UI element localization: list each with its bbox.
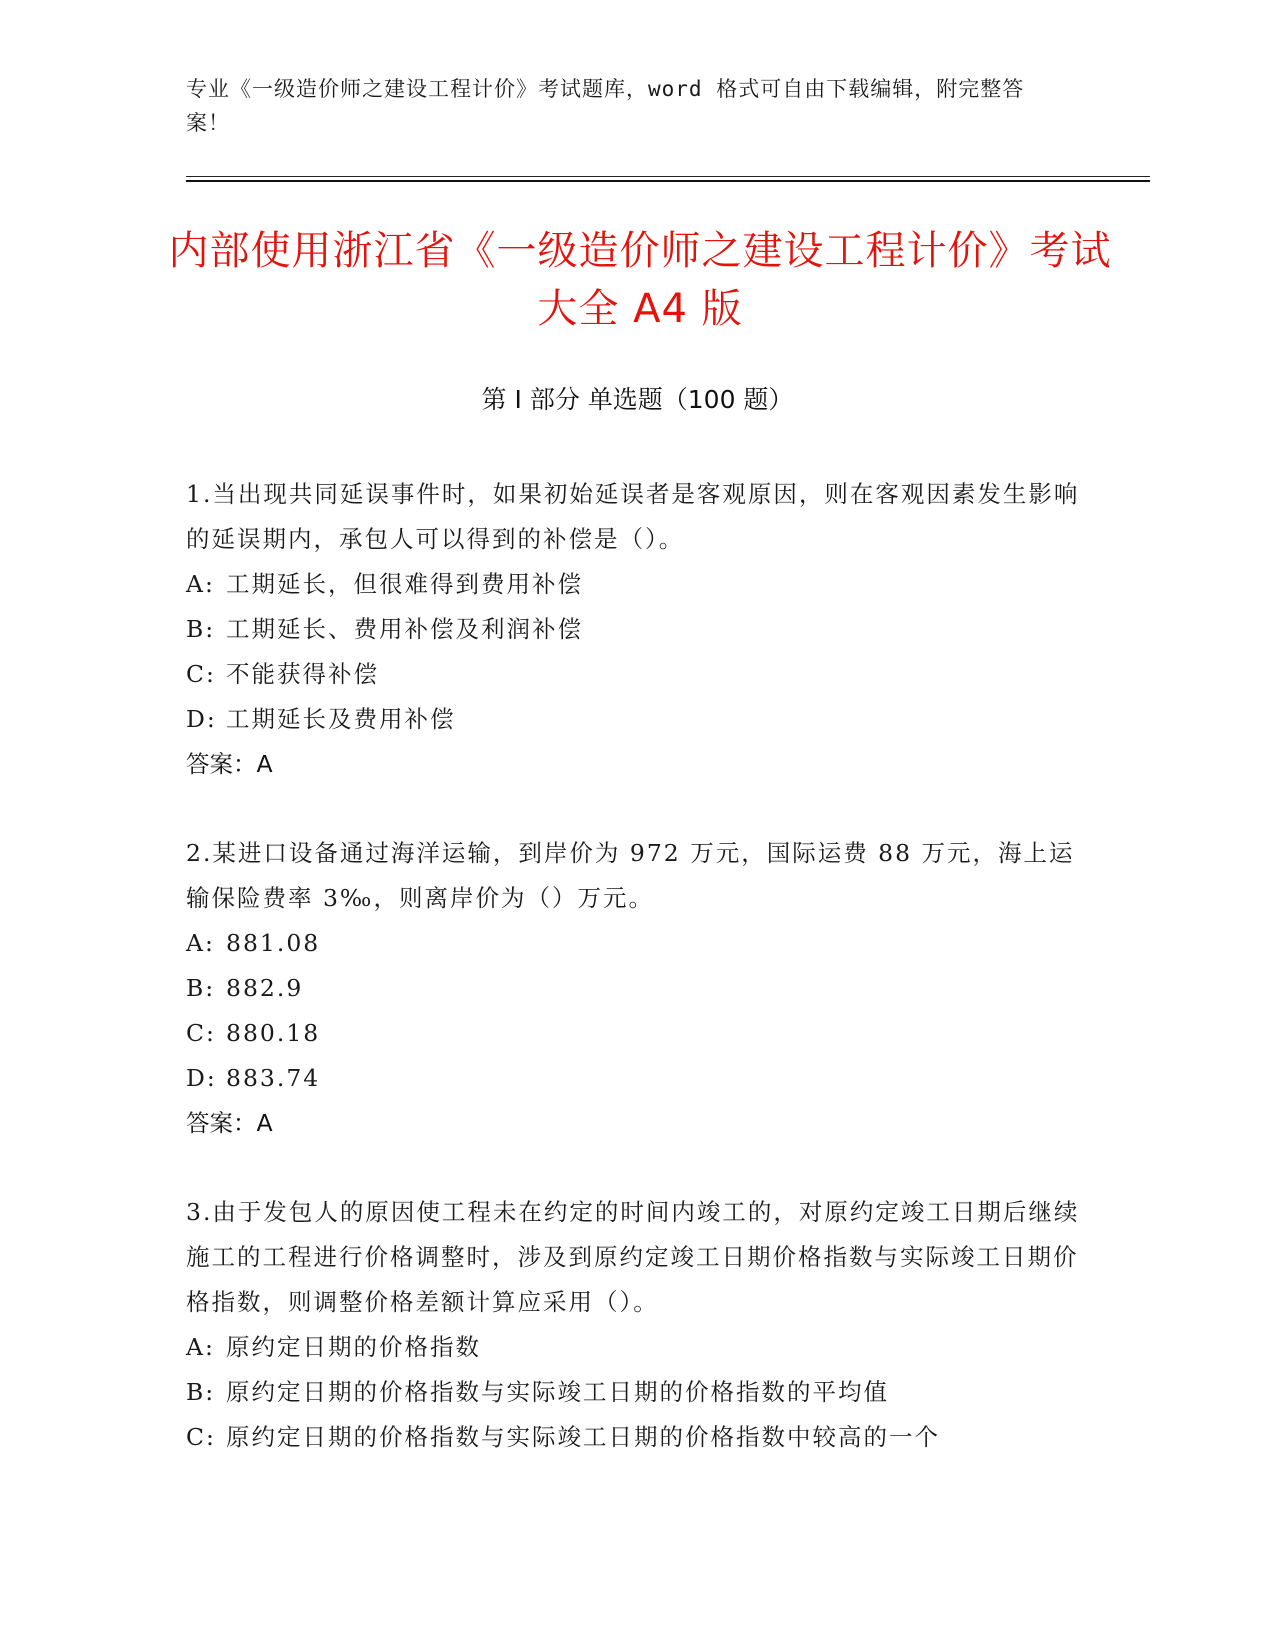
option-key: B: [186,1378,216,1406]
question-1 [186,472,1086,787]
header-divider-thick [186,180,1150,182]
answer-line: 答案：A [186,750,273,778]
option-text: 原约定日期的价格指数 [226,1333,481,1361]
option-text: 工期延长及费用补偿 [226,705,456,733]
option-key: B: [186,615,216,643]
option-c [186,652,1086,697]
section-heading: 第 I 部分 单选题（100 题） [481,385,794,414]
option-key: C: [186,1423,216,1451]
header-note: 专业《一级造价师之建设工程计价》考试题库，word 格式可自由下载编辑，附完整答案！ [186,77,1025,135]
option-key: C: [186,660,216,688]
option-key: C: [186,1019,216,1047]
option-c [186,1011,1086,1056]
option-key: D: [186,705,217,733]
question-list [186,472,1086,1504]
option-text: 882.9 [226,974,304,1002]
option-d [186,1056,1086,1101]
option-d [186,697,1086,742]
option-key: A: [186,570,215,598]
option-b [186,966,1086,1011]
option-b [186,1370,1086,1415]
answer-line: 答案：A [186,1109,273,1137]
option-text: 881.08 [226,929,321,957]
question-3 [186,1190,1086,1460]
option-text: 880.18 [226,1019,321,1047]
option-text: 工期延长，但很难得到费用补偿 [226,570,583,598]
option-text: 883.74 [226,1064,321,1092]
option-b [186,607,1086,652]
document-title: 内部使用浙江省《一级造价师之建设工程计价》考试大全 A4 版 [168,228,1112,332]
option-text: 工期延长、费用补偿及利润补偿 [226,615,583,643]
option-text: 不能获得补偿 [226,660,379,688]
option-text: 原约定日期的价格指数与实际竣工日期的价格指数中较高的一个 [226,1423,940,1451]
option-key: D: [186,1064,217,1092]
option-c [186,1415,1086,1460]
header-divider-thin [186,176,1150,177]
option-text: 原约定日期的价格指数与实际竣工日期的价格指数的平均值 [226,1378,889,1406]
question-stem: 3.由于发包人的原因使工程未在约定的时间内竣工的，对原约定竣工日期后继续施工的工程进行价格调整时，涉及到原约定竣工日期价格指数与实际竣工日期价格指数，则调整价格差额计算应采用（）。 [186,1198,1080,1316]
option-key: A: [186,1333,215,1361]
question-2 [186,831,1086,1146]
option-a [186,562,1086,607]
question-stem: 1.当出现共同延误事件时，如果初始延误者是客观原因，则在客观因素发生影响的延误期内，承包人可以得到的补偿是（）。 [186,480,1080,553]
question-stem: 2.某进口设备通过海洋运输，到岸价为 972 万元，国际运费 88 万元，海上运输保险费率 3‰，则离岸价为（）万元。 [186,839,1075,912]
option-a [186,1325,1086,1370]
option-key: B: [186,974,216,1002]
option-key: A: [186,929,215,957]
option-a [186,921,1086,966]
